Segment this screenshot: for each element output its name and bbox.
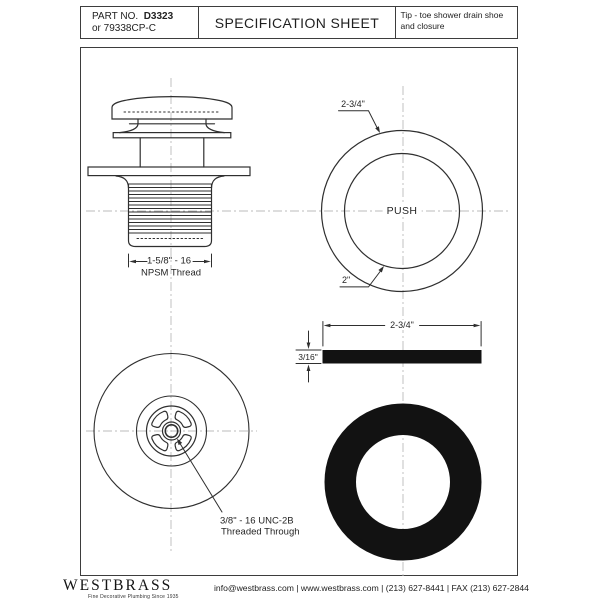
part-label: PART NO. bbox=[92, 11, 139, 22]
part-number: D3323 bbox=[143, 11, 174, 22]
part-number-cell bbox=[81, 7, 198, 38]
unc-thread-note-line2: Threaded Through bbox=[221, 526, 300, 538]
sheet-header bbox=[80, 6, 518, 39]
westbrass-logo: WESTBRASS bbox=[63, 577, 173, 594]
npsm-thread-dim-line1: 1-5/8" - 16 bbox=[146, 255, 192, 267]
push-label: PUSH bbox=[383, 205, 422, 217]
brand-tagline: Fine Decorative Plumbing Since 1935 bbox=[88, 594, 179, 600]
contact-info: info@westbrass.com | www.westbrass.com | (213) 627-8441 | FAX (213) 627-2844 bbox=[214, 583, 529, 593]
drawing-frame bbox=[80, 47, 518, 576]
part-number-line bbox=[92, 11, 198, 23]
inner-diameter-label: 2" bbox=[342, 275, 351, 285]
unc-thread-note-line1: 3/8" - 16 UNC-2B bbox=[220, 515, 294, 527]
npsm-thread-dim-line2: NPSM Thread bbox=[140, 267, 202, 279]
sheet-title-cell bbox=[198, 7, 394, 38]
product-description: Tip - toe shower drain shoe and closure bbox=[395, 7, 517, 38]
washer-width-label: 2-3/4" bbox=[385, 320, 419, 330]
part-alt-number: or 79338CP-C bbox=[92, 23, 156, 34]
sheet-title: SPECIFICATION SHEET bbox=[214, 14, 380, 31]
washer-thickness-label: 3/16" bbox=[298, 352, 318, 362]
outer-diameter-label: 2-3/4" bbox=[341, 99, 365, 109]
